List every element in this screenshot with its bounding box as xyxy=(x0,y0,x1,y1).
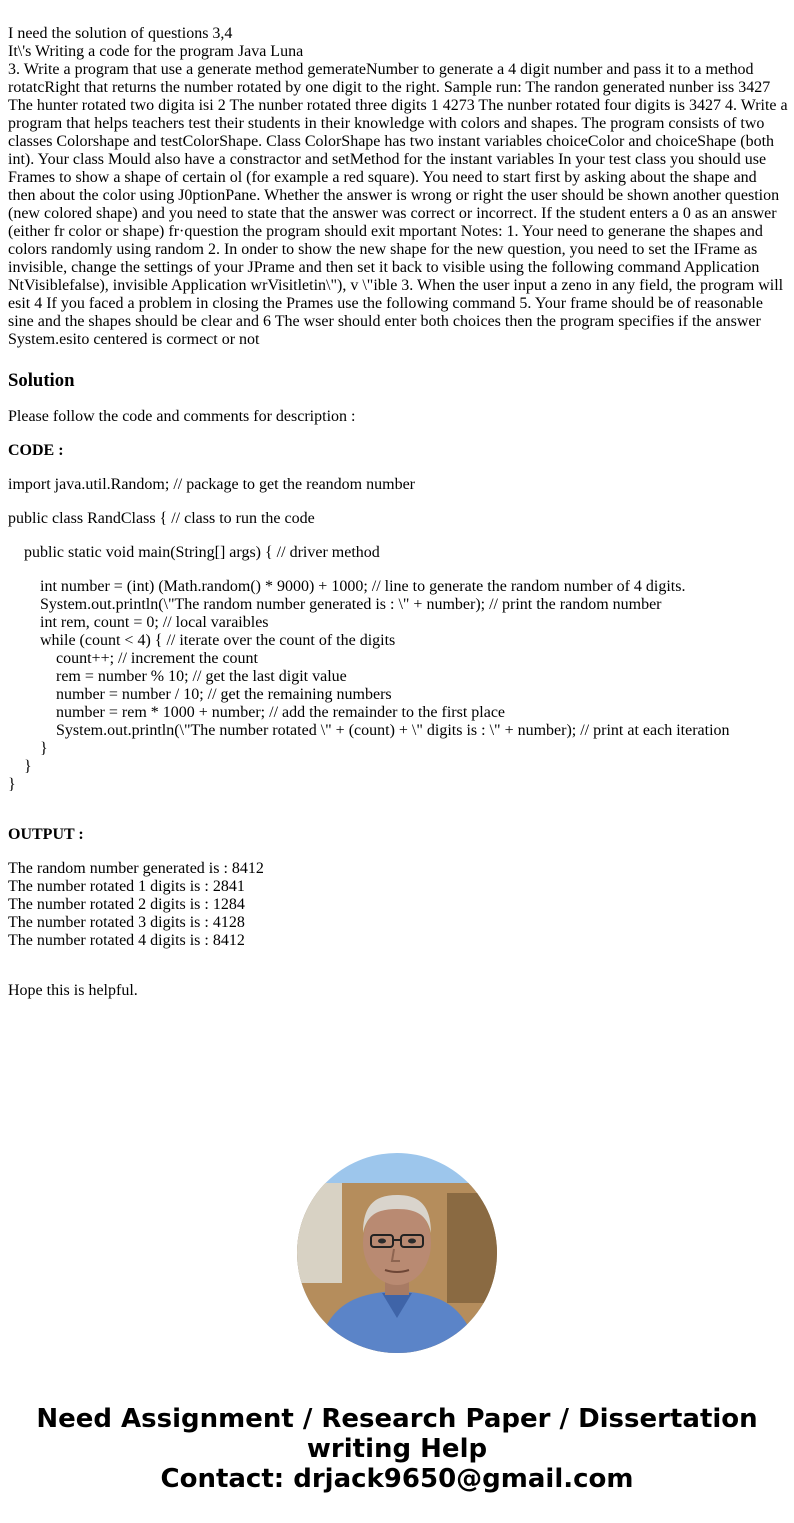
output-line: The random number generated is : 8412 xyxy=(8,860,264,877)
code-label: CODE : xyxy=(8,442,64,459)
code-line: int rem, count = 0; // local varaibles xyxy=(40,614,269,631)
document-content xyxy=(8,25,788,1016)
avatar xyxy=(297,1153,497,1353)
code-line: } xyxy=(24,758,32,775)
output-label: OUTPUT : xyxy=(8,826,84,843)
closing-text: Hope this is helpful. xyxy=(8,982,138,999)
output-line: The number rotated 4 digits is : 8412 xyxy=(8,932,245,949)
code-line: number = rem * 1000 + number; // add the remainder to the first place xyxy=(56,704,506,721)
code-line: while (count < 4) { // iterate over the count of the digits xyxy=(40,632,396,649)
contact-banner xyxy=(0,1404,794,1494)
code-line: public class RandClass { // class to run the code xyxy=(8,510,315,527)
output-line: The number rotated 1 digits is : 2841 xyxy=(8,878,245,895)
output-line: The number rotated 2 digits is : 1284 xyxy=(8,896,245,913)
code-line: public static void main(String[] args) { // driver method xyxy=(24,544,380,561)
avatar-portrait-image xyxy=(297,1153,497,1353)
solution-heading: Solution xyxy=(8,370,75,391)
output-line: The number rotated 3 digits is : 4128 xyxy=(8,914,245,931)
code-line: number = number / 10; // get the remaining numbers xyxy=(56,686,392,703)
code-line: import java.util.Random; // package to get the reandom number xyxy=(8,476,415,493)
output-block xyxy=(8,860,788,950)
code-line: rem = number % 10; // get the last digit value xyxy=(56,668,347,685)
code-line: count++; // increment the count xyxy=(56,650,258,667)
code-line: } xyxy=(8,776,16,793)
question-line-2: It\'s Writing a code for the program Java Luna xyxy=(8,43,304,60)
code-line: int number = (int) (Math.random() * 9000) + 1000; // line to generate the random number of 4 digits. xyxy=(40,578,686,595)
question-line-1: I need the solution of questions 3,4 xyxy=(8,25,233,42)
code-line: System.out.println(\"The random number generated is : \" + number); // print the random number xyxy=(40,596,662,613)
banner-line: writing Help xyxy=(306,1434,488,1464)
banner-line: Need Assignment / Research Paper / Dissertation xyxy=(36,1404,758,1434)
code-line: System.out.println(\"The number rotated \" + (count) + \" digits is : \" + number); // print at each iteration xyxy=(56,722,730,739)
solution-intro: Please follow the code and comments for description : xyxy=(8,408,356,425)
banner-contact: Contact: drjack9650@gmail.com xyxy=(160,1464,634,1494)
question-body: 3. Write a program that use a generate method gemerateNumber to generate a 4 digit number and pass it to a method rotatcRight that returns the number rotated by one digit to the right. Sample run: The randon generated nunber iss 3427 The hunter rotated two digita isi 2 The nunber rotated three digits 1 4273 The nunber rotated four digits is 3427 4. Write a program that helps teachers test their students in their knowledge with colors and shapes. The program consists of two classes Colorshape and testColorShape. Class ColorShape has two instant variables choiceColor and choiceShape (both int). Your class Mould also have a constractor and setMethod for the instant variables In your test class you should use Frames to show a shape of certain ol (for example a red square). You need to start first by asking about the shape and then about the color using J0ptionPane. Whether the answer is wrong or right the user should be shown another question (new colored shape) and you need to state that the answer was correct or incorrect. If the student enters a 0 as an answer (either fr color or shape) fr·question the program should exit mportant Notes: 1. Your need to generane the shapes and colors randomly using random 2. In onder to show the new shape for the new question, you need to set the IFrame as invisible, change the settings of your JPrame and then set it back to visible using the following command Application NtVisiblefalse), invisible Application wrVisitletin\"), v \"ible 3. When the user input a zeno in any field, the program will esit 4 If you faced a problem in closing the Prames use the following command 5. Your frame should be of reasonable sine and the shapes should be clear and 6 The wser should enter both choices then the program specifies if the answer System.esito centered is cormect or not xyxy=(8,61,788,348)
code-line: } xyxy=(40,740,48,757)
code-block xyxy=(8,476,788,794)
